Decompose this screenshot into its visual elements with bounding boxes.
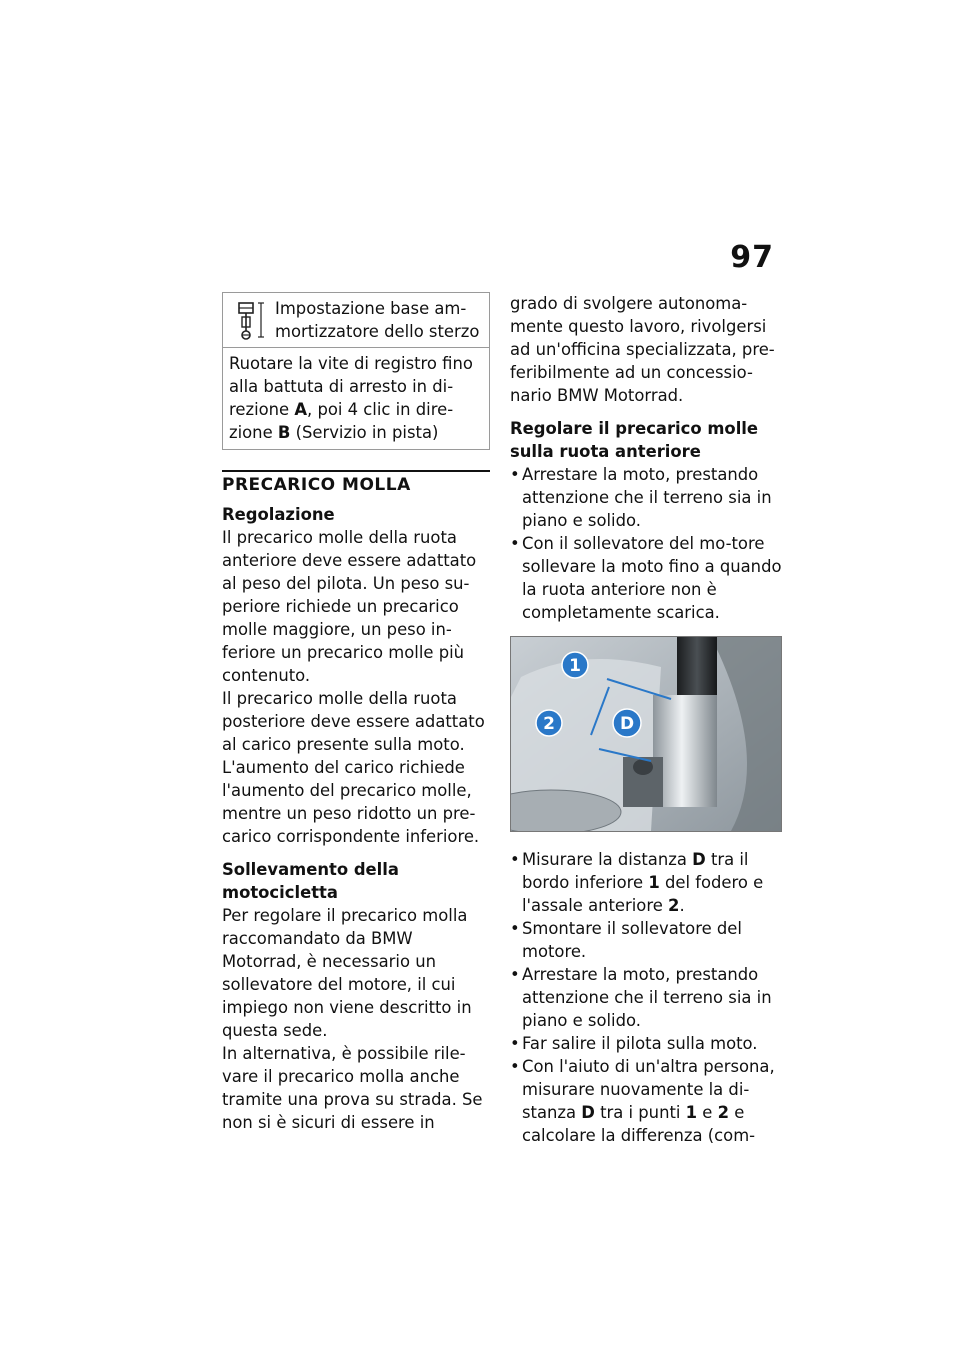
setting-box <box>222 292 490 450</box>
measure-text-1: Misurare la distanza <box>522 850 687 869</box>
measure-text-4: . <box>679 896 685 915</box>
sollevamento-heading: Sollevamento della motocicletta <box>222 860 399 902</box>
step-item: • Far salire il pilota sulla moto. <box>510 1032 782 1055</box>
label-d-text: D <box>619 714 635 734</box>
step-item: • Con il sollevatore del mo-tore sollevare la moto fino a quando la ruota anteriore non è completamente scarica. <box>510 532 782 624</box>
remeasure-text-2: tra i punti <box>600 1103 681 1122</box>
fork-outer-tube <box>677 637 717 703</box>
setting-box-title: Impostazione base am-mortizzatore dello sterzo <box>275 299 480 341</box>
remeasure-text-3: e <box>702 1103 713 1122</box>
ref-1: 1 <box>685 1103 698 1122</box>
step-item: • Smontare il sollevatore del motore. <box>510 917 782 963</box>
setting-text-2: , poi 4 clic in dire-zione <box>229 400 454 442</box>
steps-list-a <box>510 463 782 624</box>
ref-a: A <box>294 400 308 419</box>
remeasure-text-4: e calcolare la differenza (com- <box>522 1103 756 1145</box>
ref-d: D <box>581 1103 595 1122</box>
right-column <box>510 292 782 1147</box>
ref-d: D <box>692 850 706 869</box>
label-1-text: 1 <box>569 656 581 676</box>
step-item: • Arrestare la moto, prestando attenzione che il terreno sia in piano e solido. <box>510 963 782 1032</box>
measure-text-3: del fodero e l'assale anteriore <box>522 873 764 915</box>
sollevamento-paragraph-1: Per regolare il precarico molla raccomandato da BMW Motorrad, è necessario un sollevatore del motore, il cui impiego non viene descritto in questa sede. <box>222 906 472 1040</box>
ref-b: B <box>277 423 291 442</box>
left-column <box>222 292 490 1134</box>
intro-paragraph: grado di svolgere autonoma-mente questo lavoro, rivolgersi ad un'officina specializzata, pre-feribilmente ad un concessio-nario BMW Motorrad. <box>510 294 775 405</box>
front-preload-heading: Regolare il precarico molle sulla ruota anteriore <box>510 419 759 461</box>
step-item-measure <box>510 848 782 917</box>
ref-2: 2 <box>717 1103 730 1122</box>
setting-box-body <box>223 348 489 449</box>
setting-text-3: (Servizio in pista) <box>295 423 439 442</box>
setting-text-1: Ruotare la vite di registro fino alla battuta di arresto in di-rezione <box>229 354 473 419</box>
steps-list-b <box>510 848 782 1147</box>
measure-text-2: tra il bordo inferiore <box>522 850 749 892</box>
setting-box-header <box>223 293 489 348</box>
regolazione-paragraph-1: Il precarico molle della ruota anteriore deve essere adattato al peso del pilota. Un peso su-periore richiede un precarico molle maggiore, un peso in-feriore un precarico molle più contenuto. <box>222 528 477 685</box>
section-title: PRECARICO MOLLA <box>222 470 490 497</box>
remeasure-text-1: Con l'aiuto di un'altra persona, misurare nuovamente la di-stanza <box>522 1057 775 1122</box>
fork-measurement-figure <box>510 636 782 832</box>
step-item: • Arrestare la moto, prestando attenzione che il terreno sia in piano e solido. <box>510 463 782 532</box>
regolazione-paragraph-2: Il precarico molle della ruota posteriore deve essere adattato al carico presente sulla moto. L'aumento del carico richiede l'aumento del precarico molle, mentre un peso ridotto un pre-carico corrispondente inferiore. <box>222 689 485 846</box>
page-number: 97 <box>730 240 774 275</box>
regolazione-heading: Regolazione <box>222 505 335 524</box>
ref-1: 1 <box>648 873 660 892</box>
label-2-text: 2 <box>543 714 555 734</box>
step-item-remeasure <box>510 1055 782 1147</box>
ref-2: 2 <box>668 896 680 915</box>
sollevamento-paragraph-2: In alternativa, è possibile rile-vare il precarico molla anche tramite una prova su strada. Se non si è sicuri di essere in <box>222 1044 483 1132</box>
shock-absorber-icon <box>229 297 269 343</box>
